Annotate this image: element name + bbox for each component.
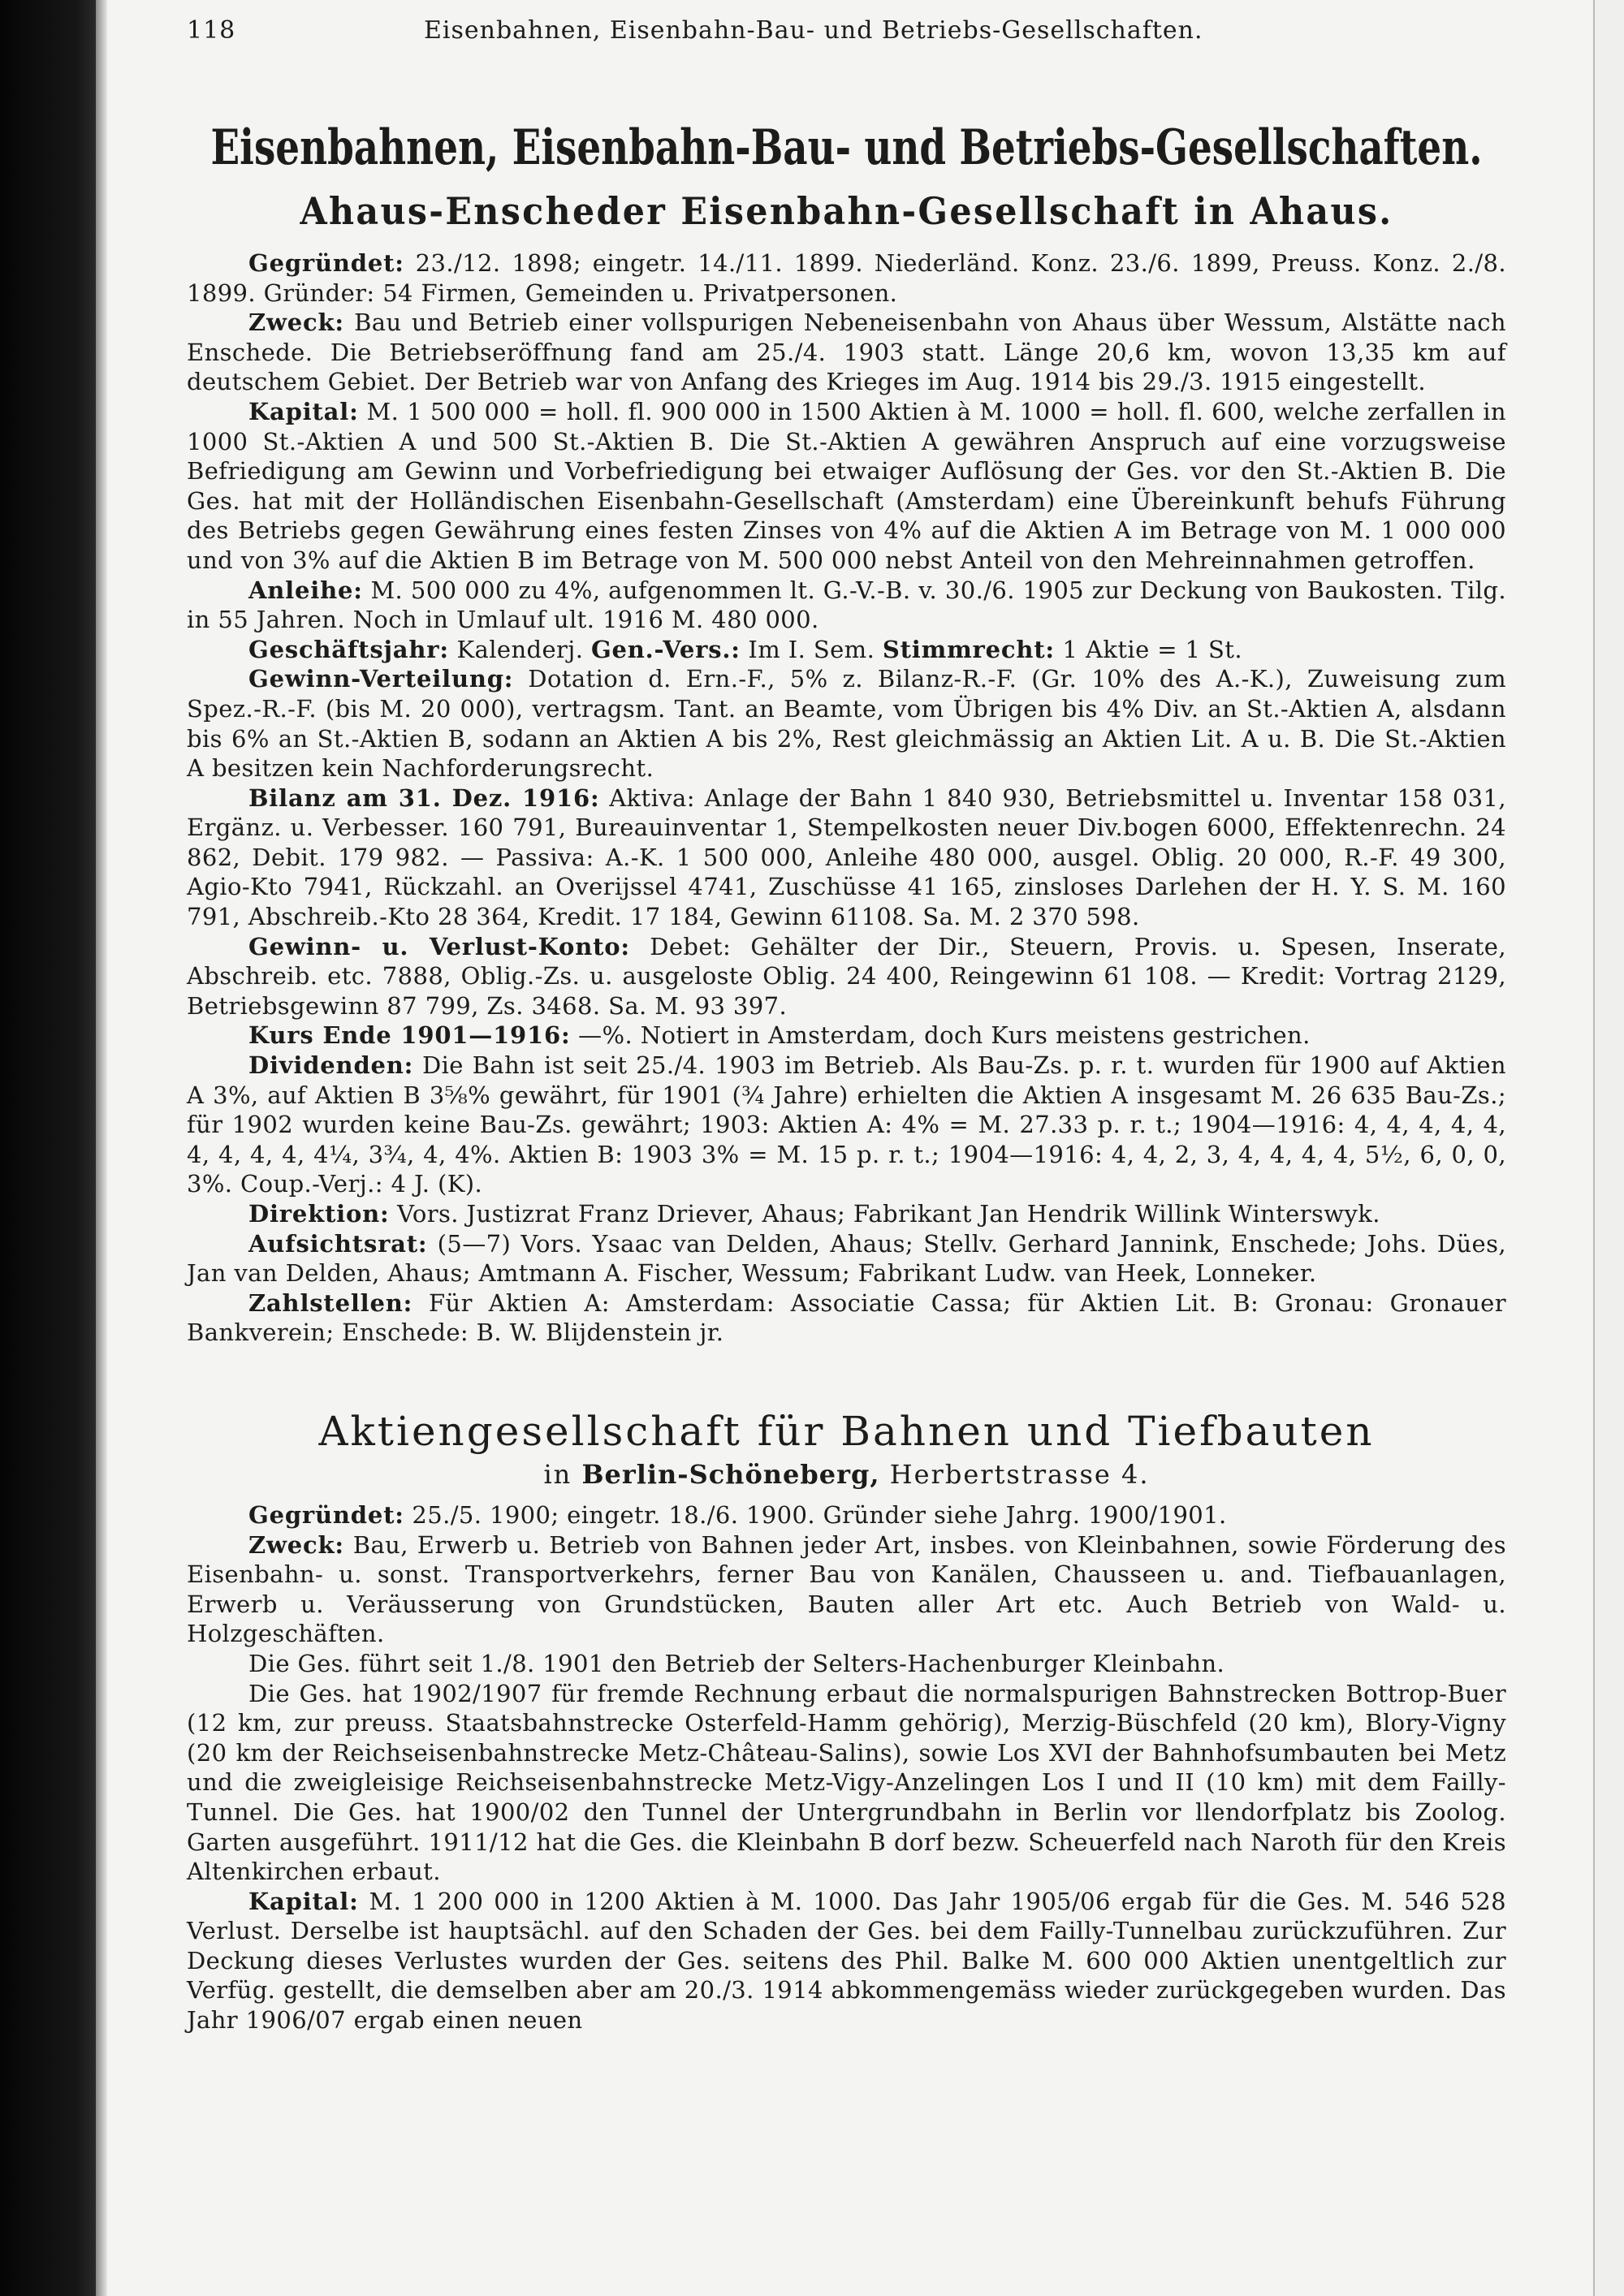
location-city: Berlin-Schöneberg, xyxy=(581,1458,880,1490)
page-number: 118 xyxy=(187,16,236,45)
entry-paragraph xyxy=(187,1679,1506,1887)
entry-label: Aufsichtsrat: xyxy=(248,1229,428,1258)
entry-text: Bau und Betrieb einer vollspurigen Nebeneisenbahn von Ahaus über Wessum, Alstätte nach Enschede. Die Betriebseröffnung fand am 25./4. 1903 statt. Länge 20,6 km, wovon 13,35 km auf deutschem Gebiet. Der Betrieb war von Anfang des Krieges im Aug. 1914 bis 29./3. 1915 eingestellt. xyxy=(187,309,1506,396)
entry-text: Die Ges. hat 1902/1907 für fremde Rechnung erbaut die normalspurigen Bahnstrecken Bottrop-Buer (12 km, zur preuss. Staatsbahnstrecke Osterfeld-Hamm gehörig), Merzig-Büschfeld (20 km), Blory-Vigny (20 km der Reichseisenbahnstrecke Metz-Château-Salins), sowie Los XVI der Bahnhofsumbauten bei Metz und die zweigleisige Reichseisenbahnstrecke Metz-Vigy-Anzelingen Los I und II (10 km) mit dem Failly-Tunnel. Die Ges. hat 1900/02 den Tunnel der Untergrundbahn in Berlin vor llendorfplatz bis Zoolog. Garten ausgeführt. 1911/12 hat die Ges. die Kleinbahn B dorf bezw. Scheuerfeld nach Naroth für den Kreis Altenkirchen erbaut. xyxy=(187,1679,1506,1886)
entry-label: Kurs Ende 1901—1916: xyxy=(248,1021,571,1050)
entry-text: Dotation d. Ern.-F., 5% z. Bilanz-R.-F. (Gr. 10% des A.-K.), Zuweisung zum Spez.-R.-F. (bis M. 20 000), vertragsm. Tant. an Beamte, vom Übrigen bis 4% Div. an St.-Aktien A, alsdann bis 6% an St.-Aktien B, sodann an Aktien A bis 2%, Rest gleichmässig an Aktien Lit. A u. B. Die St.-Aktien A besitzen kein Nachforderungsrecht. xyxy=(187,665,1506,783)
entry-paragraph xyxy=(187,783,1506,932)
entry-paragraph xyxy=(187,1199,1506,1229)
entry-paragraph xyxy=(187,1500,1506,1530)
entry-paragraph xyxy=(187,248,1506,308)
entry-label: Dividenden: xyxy=(248,1051,414,1080)
entry-paragraph xyxy=(187,308,1506,397)
entry-text: M. 500 000 zu 4%, aufgenommen lt. G.-V.-B. v. 30./6. 1905 zur Deckung von Baukosten. Tilg. in 55 Jahren. Noch in Umlauf ult. 1916 M. 480 000. xyxy=(187,576,1506,634)
location-street: Herbertstrasse 4. xyxy=(879,1458,1150,1490)
entry-text: M. 1 500 000 = holl. fl. 900 000 in 1500 Aktien à M. 1000 = holl. fl. 600, welche zerfallen in 1000 St.-Aktien A und 500 St.-Aktien B. Die St.-Aktien A gewähren Anspruch auf eine vorzugsweise Befriedigung am Gewinn und Vorbefriedigung bei etwaiger Auflösung der Ges. vor den St.-Aktien B. Die Ges. hat mit der Holländischen Eisenbahn-Gesellschaft (Amsterdam) eine Übereinkunft behufs Führung des Betriebs gegen Gewährung eines festen Zinses von 4% auf die Aktien A im Betrage von M. 1 000 000 und von 3% auf die Aktien B im Betrage von M. 500 000 nebst Anteil von den Mehreinnahmen getroffen. xyxy=(187,397,1506,574)
entry-paragraph xyxy=(187,1021,1506,1051)
entry-paragraph xyxy=(187,1887,1506,2035)
entry-text: Kalenderj. xyxy=(448,635,591,663)
entry-label: Zahlstellen: xyxy=(248,1288,413,1317)
entry-label: Direktion: xyxy=(248,1200,390,1228)
company-entry xyxy=(187,248,1506,1348)
running-title: Eisenbahnen, Eisenbahn-Bau- und Betriebs-Gesellschaften. xyxy=(424,16,1203,45)
entry-label: Zweck: xyxy=(248,309,344,337)
entry-text: 1 Aktie = 1 St. xyxy=(1054,635,1242,663)
company-entry xyxy=(187,1500,1506,2035)
entry-paragraph xyxy=(187,576,1506,635)
entry-label: Geschäftsjahr: xyxy=(248,635,449,663)
entry-label: Gen.-Vers.: xyxy=(590,635,741,663)
entry-text: Aktiva: Anlage der Bahn 1 840 930, Betriebsmittel u. Inventar 158 031, Ergänz. u. Verbesser. 160 791, Bureauinventar 1, Stempelkosten neuer Div.bogen 6000, Effektenrechn. 24 862, Debit. 179 982. — Passiva: A.-K. 1 500 000, Anleihe 480 000, ausgel. Oblig. 20 000, R.-F. 49 300, Agio-Kto 7941, Rückzahl. an Overijssel 4741, Zuschüsse 41 165, zinsloses Darlehen der H. Y. S. M. 160 791, Abschreib.-Kto 28 364, Kredit. 17 184, Gewinn 61108. Sa. M. 2 370 598. xyxy=(187,783,1507,931)
location-prefix: in xyxy=(543,1458,582,1490)
company-name: Aktiengesellschaft für Bahnen und Tiefbauten xyxy=(318,1407,1375,1455)
entry-label: Stimmrecht: xyxy=(882,635,1055,663)
entry-label: Anleihe: xyxy=(248,576,363,604)
entry-label: Zweck: xyxy=(248,1530,344,1559)
entry-text: M. 1 200 000 in 1200 Aktien à M. 1000. Das Jahr 1905/06 ergab für die Ges. M. 546 528 Verlust. Derselbe ist hauptsächl. auf den Schaden der Ges. bei dem Failly-Tunnelbau zurückzuführen. Zur Deckung dieses Verlustes wurden der Ges. seitens des Phil. Balke M. 600 000 Aktien unentgeltlich zur Verfüg. gestellt, die demselben aber am 20./3. 1914 abkommengemäss wieder zurückgegeben wurden. Das Jahr 1906/07 ergab einen neuen xyxy=(187,1887,1506,2035)
entry-paragraph xyxy=(187,1229,1506,1288)
entry-text: 23./12. 1898; eingetr. 14./11. 1899. Niederländ. Konz. 23./6. 1899, Preuss. Konz. 2./8. 1899. Gründer: 54 Firmen, Gemeinden u. Privatpersonen. xyxy=(187,249,1506,307)
company-name: Ahaus-Enscheder Eisenbahn-Gesellschaft in Ahaus. xyxy=(300,189,1393,233)
entry-text: —%. Notiert in Amsterdam, doch Kurs meistens gestrichen. xyxy=(570,1021,1311,1050)
entry-label: Bilanz am 31. Dez. 1916: xyxy=(248,783,600,812)
company-location xyxy=(187,1458,1506,1491)
entry-text: Im I. Sem. xyxy=(740,635,883,663)
entry-paragraph xyxy=(187,664,1506,783)
scan-gutter xyxy=(96,0,107,2296)
running-head xyxy=(187,16,1506,52)
section-title: Eisenbahnen, Eisenbahn-Bau- und Betriebs-Gesellschaften. xyxy=(210,119,1483,176)
scan-binding-shadow xyxy=(0,0,96,2296)
entry-paragraph xyxy=(187,397,1506,576)
entry-paragraph xyxy=(187,1051,1506,1199)
entry-text: Vors. Justizrat Franz Driever, Ahaus; Fabrikant Jan Hendrik Willink Winterswyk. xyxy=(389,1200,1380,1228)
document-page xyxy=(187,16,1506,2035)
entry-paragraph xyxy=(187,1649,1506,1679)
entry-paragraph xyxy=(187,635,1506,665)
entry-text: Bau, Erwerb u. Betrieb von Bahnen jeder Art, insbes. von Kleinbahnen, sowie Förderung des Eisenbahn- u. sonst. Transportverkehrs, ferner Bau von Kanälen, Chausseen u. and. Tiefbauanlagen, Erwerb u. Veräusserung von Grundstücken, Bauten aller Art etc. Auch Betrieb von Wald- u. Holzgeschäften. xyxy=(187,1530,1506,1648)
entry-label: Gegründet: xyxy=(248,249,404,277)
entry-text: Die Ges. führt seit 1./8. 1901 den Betrieb der Selters-Hachenburger Kleinbahn. xyxy=(248,1649,1225,1677)
entry-label: Gewinn-Verteilung: xyxy=(248,665,514,693)
entry-text: Die Bahn ist seit 25./4. 1903 im Betrieb. Als Bau-Zs. p. r. t. wurden für 1900 auf Aktien A 3%, auf Aktien B 3⅝% gewährt, für 1901 (¾ Jahre) erhielten die Aktien A insgesamt M. 26 635 Bau-Zs.; für 1902 wurden keine Bau-Zs. gewährt; 1903: Aktien A: 4% = M. 27.33 p. r. t.; 1904—1916: 4, 4, 4, 4, 4, 4, 4, 4, 4, 4¼, 3¾, 4, 4%. Aktien B: 1903 3% = M. 15 p. r. t.; 1904—1916: 4, 4, 2, 3, 4, 4, 4, 4, 5½, 6, 0, 0, 3%. Coup.-Verj.: 4 J. (K). xyxy=(187,1051,1506,1198)
entry-label: Kapital: xyxy=(248,1887,359,1915)
entry-label: Gegründet: xyxy=(248,1500,404,1529)
entry-text: Debet: Gehälter der Dir., Steuern, Provis. u. Spesen, Inserate, Abschreib. etc. 7888, Oblig.-Zs. u. ausgeloste Oblig. 24 400, Reingewinn 61 108. — Kredit: Vortrag 2129, Betriebsgewinn 87 799, Zs. 3468. Sa. M. 93 397. xyxy=(187,932,1506,1020)
entry-paragraph xyxy=(187,1288,1506,1348)
entry-text: Für Aktien A: Amsterdam: Associatie Cassa; für Aktien Lit. B: Gronau: Gronauer Bankverein; Enschede: B. W. Blijdenstein jr. xyxy=(187,1288,1506,1347)
scan-right-margin xyxy=(1593,0,1624,2296)
entry-text: 25./5. 1900; eingetr. 18./6. 1900. Gründer siehe Jahrg. 1900/1901. xyxy=(404,1500,1227,1529)
entry-paragraph xyxy=(187,932,1506,1021)
entry-paragraph xyxy=(187,1530,1506,1649)
entry-label: Kapital: xyxy=(248,397,359,425)
entry-label: Gewinn- u. Verlust-Konto: xyxy=(248,932,630,960)
entry-text: (5—7) Vors. Ysaac van Delden, Ahaus; Stellv. Gerhard Jannink, Enschede; Johs. Dües, Jan van Delden, Ahaus; Amtmann A. Fischer, Wessum; Fabrikant Ludw. van Heek, Lonneker. xyxy=(187,1229,1506,1288)
